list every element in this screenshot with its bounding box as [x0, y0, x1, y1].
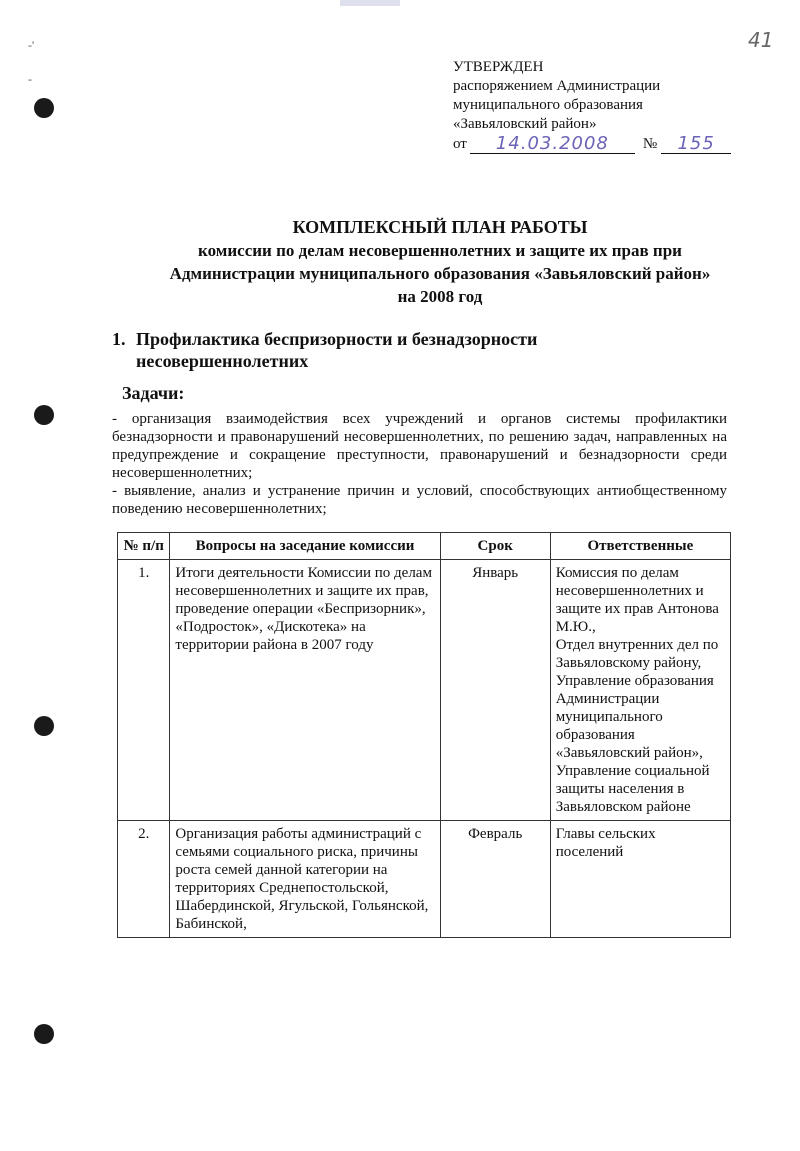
responsible-item: Отдел внутренних дел по Завьяловскому району, — [555, 637, 719, 671]
header-term: Срок — [440, 533, 550, 560]
document-title — [90, 216, 790, 308]
approval-heading: УТВЕРЖДЕН — [453, 59, 544, 75]
table-header-row — [118, 533, 731, 560]
table-row — [118, 821, 731, 938]
row-question: Организация работы администраций с семьями социального риска, причины роста семей данной категории на территориях Среднепостольской, Шабердинской, Ягульской, Гольянской, Бабинской, — [170, 821, 440, 938]
task-item: - выявление, анализ и устранение причин и условий, способствующих антиобщественному поведению несовершеннолетних; — [112, 483, 727, 517]
punch-hole — [34, 405, 54, 425]
section-number: 1. — [112, 329, 126, 349]
task-item: - организация взаимодействия всех учреждений и органов системы профилактики безнадзорности и правонарушений несовершеннолетних, по решению задач, направленных на предупреждение и сокращение преступности, правонарушений и безнадзорности среди несовершеннолетних; — [112, 411, 727, 481]
scan-smudge — [340, 0, 400, 6]
responsible-item: Управление образования Администрации муниципального образования «Завьяловский район», — [555, 673, 714, 761]
plan-table — [117, 532, 731, 938]
number-prefix: № — [642, 136, 658, 152]
table-row — [118, 560, 731, 821]
punch-hole — [34, 1024, 54, 1044]
number-field — [661, 134, 731, 154]
row-term: Январь — [440, 560, 550, 821]
date-field — [470, 134, 635, 154]
handwritten-date: 14.03.2008 — [495, 133, 609, 154]
row-responsible — [550, 560, 730, 821]
handwritten-number: 155 — [677, 133, 715, 154]
header-question: Вопросы на заседание комиссии — [170, 533, 440, 560]
title-line: комиссии по делам несовершеннолетних и защите их прав при — [198, 241, 682, 260]
responsible-item: Комиссия по делам несовершеннолетних и защите их прав Антонова М.Ю., — [555, 565, 719, 635]
row-num: 1. — [118, 560, 170, 821]
row-term: Февраль — [440, 821, 550, 938]
punch-hole — [34, 716, 54, 736]
title-main: КОМПЛЕКСНЫЙ ПЛАН РАБОТЫ — [292, 217, 588, 237]
title-line: на 2008 год — [397, 287, 483, 306]
approval-line: «Завьяловский район» — [453, 116, 597, 132]
margin-mark: - — [28, 72, 32, 86]
section-title: Профилактика беспризорности и безнадзорности несовершеннолетних — [136, 329, 538, 371]
tasks-list — [112, 410, 727, 518]
tasks-heading: Задачи: — [122, 383, 185, 403]
punch-hole — [34, 98, 54, 118]
responsible-item: Главы сельских поселений — [555, 826, 656, 860]
row-num: 2. — [118, 821, 170, 938]
section-heading — [112, 328, 592, 372]
header-responsible: Ответственные — [550, 533, 730, 560]
row-question: Итоги деятельности Комиссии по делам несовершеннолетних и защите их прав, проведение операции «Беспризорник», «Подросток», «Дискотека» на территории района в 2007 году — [170, 560, 440, 821]
approval-line: распоряжением Администрации — [453, 78, 661, 94]
title-line: Администрации муниципального образования «Завьяловский район» — [169, 264, 711, 283]
approval-stamp — [453, 58, 753, 154]
responsible-item: Управление социальной защиты населения в Завьяловском районе — [555, 763, 710, 815]
page-number: 41 — [748, 28, 774, 52]
header-num: № п/п — [118, 533, 170, 560]
date-prefix: от — [453, 136, 467, 152]
approval-date-row — [453, 134, 753, 154]
row-responsible — [550, 821, 730, 938]
approval-line: муниципального образования — [453, 97, 643, 113]
margin-mark: -' — [28, 38, 35, 52]
